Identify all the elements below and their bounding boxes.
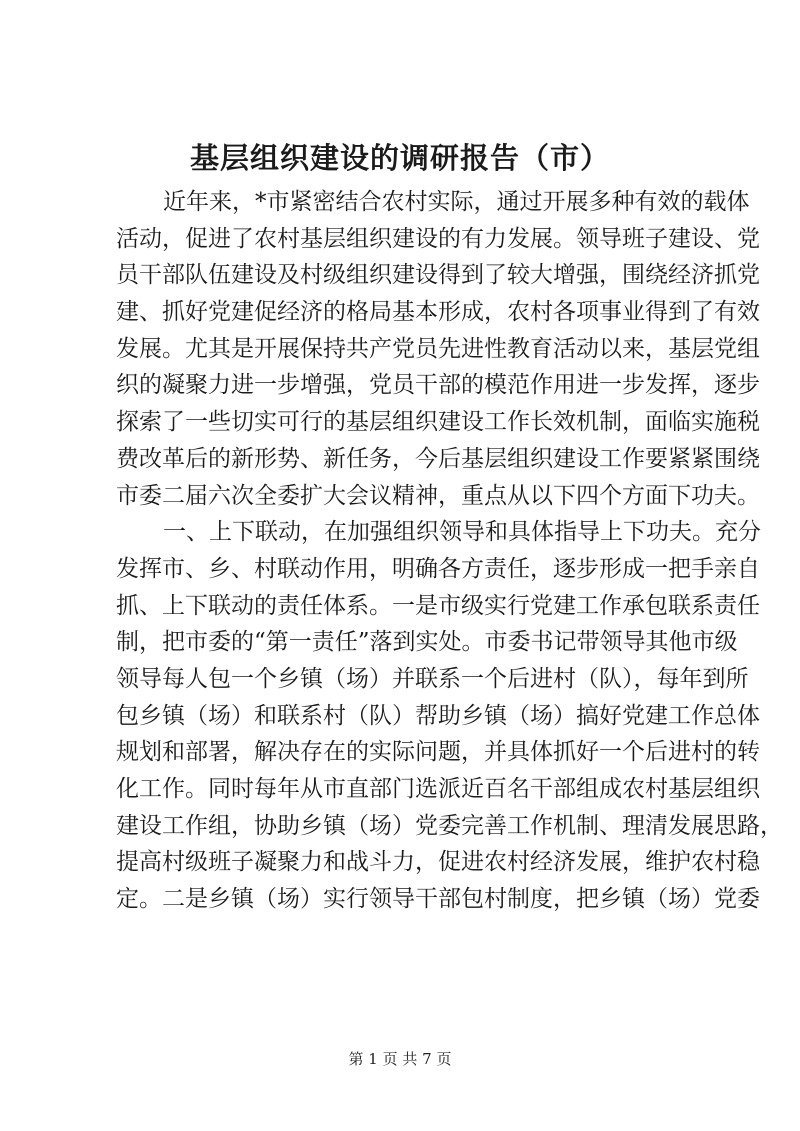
paragraph-line: 建、抓好党建促经济的格局基本形成，农村各项事业得到了有效: [116, 299, 760, 326]
paragraph-line: 领导每人包一个乡镇（场）并联系一个后进村（队），每年到所: [116, 665, 749, 692]
paragraph-line: 市委二届六次全委扩大会议精神，重点从以下四个方面下功夫。: [116, 482, 760, 509]
paragraph-line: 定。二是乡镇（场）实行领导干部包村制度，把乡镇（场）党委: [116, 886, 760, 913]
paragraph-line: 织的凝聚力进一步增强，党员干部的模范作用进一步发挥，逐步: [116, 372, 760, 399]
paragraph-line: 探索了一些切实可行的基层组织建设工作长效机制，面临实施税: [116, 409, 760, 436]
page-number-footer: 第 1 页 共 7 页: [348, 1050, 452, 1068]
paragraph-line: 建设工作组，协助乡镇（场）党委完善工作机制、理清发展思路，: [116, 812, 783, 839]
document-title: 基层组织建设的调研报告（市）: [189, 141, 610, 175]
paragraph-line: 发展。尤其是开展保持共产党员先进性教育活动以来，基层党组: [116, 335, 760, 362]
paragraph-line: 包乡镇（场）和联系村（队）帮助乡镇（场）搞好党建工作总体: [116, 702, 760, 729]
paragraph-line: 提高村级班子凝聚力和战斗力，促进农村经济发展，维护农村稳: [116, 849, 760, 876]
paragraph-2: [116, 514, 783, 918]
paragraph-line: 员干部队伍建设及村级组织建设得到了较大增强，围绕经济抓党: [116, 262, 760, 289]
document-body: [116, 184, 783, 918]
paragraph-line: 费改革后的新形势、新任务，今后基层组织建设工作要紧紧围绕: [116, 445, 760, 472]
paragraph-1: [116, 184, 760, 514]
paragraph-line: 近年来，*市紧密结合农村实际，通过开展多种有效的载体: [163, 189, 750, 215]
paragraph-line: 规划和部署，解决存在的实际问题，并具体抓好一个后进村的转: [116, 739, 760, 766]
paragraph-line: 发挥市、乡、村联动作用，明确各方责任，逐步形成一把手亲自: [116, 555, 760, 582]
paragraph-line: 活动，促进了农村基层组织建设的有力发展。领导班子建设、党: [116, 225, 760, 252]
paragraph-line: 化工作。同时每年从市直部门选派近百名干部组成农村基层组织: [116, 776, 760, 802]
paragraph-line: 制，把市委的“第一责任”落到实处。市委书记带领导其他市级: [116, 629, 738, 656]
paragraph-line: 一、上下联动，在加强组织领导和具体指导上下功夫。充分: [163, 519, 761, 546]
paragraph-line: 抓、上下联动的责任体系。一是市级实行党建工作承包联系责任: [116, 592, 760, 619]
